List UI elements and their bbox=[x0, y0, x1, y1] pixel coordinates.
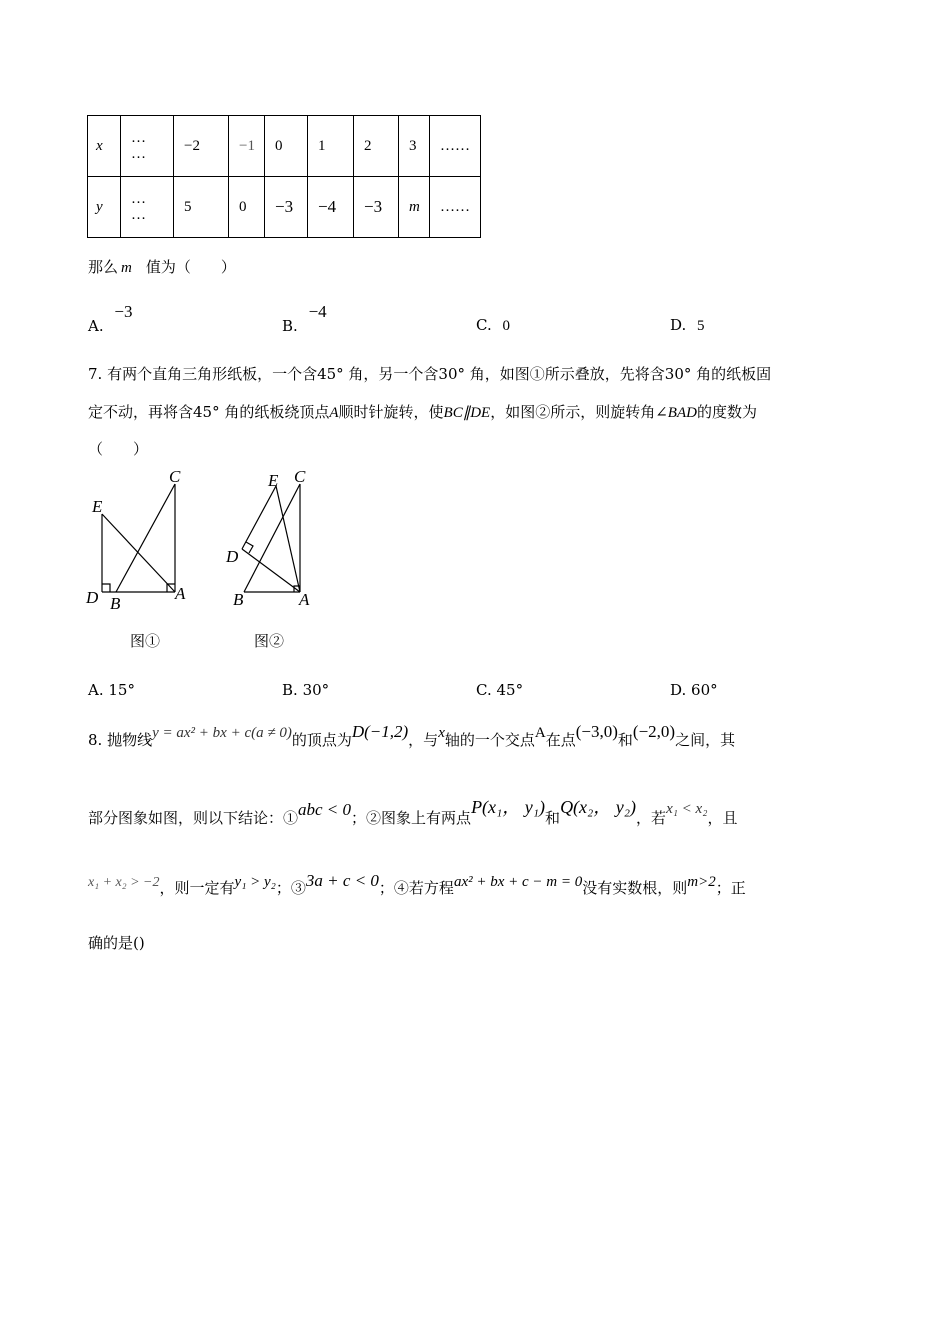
table-cell: 0 bbox=[265, 116, 308, 177]
table-cell: −2 bbox=[174, 116, 229, 177]
table-cell: −3 bbox=[265, 177, 308, 238]
q8-line-3: x₁ + x₂ > −2，则一定有y₁ > y₂；③3a + c < 0；④若方程ax² + bx + c − m = 0没有实数根，则m>2；正 bbox=[88, 871, 746, 897]
value-table bbox=[87, 115, 481, 238]
table-cell: …… bbox=[430, 177, 481, 238]
q6-option-d[interactable]: D. 5 bbox=[670, 316, 705, 334]
label-b: B bbox=[233, 590, 244, 609]
table-cell: 3 bbox=[399, 116, 430, 177]
table-cell: … … bbox=[121, 116, 174, 177]
q7-line-3: （ ） bbox=[88, 440, 149, 458]
table-row bbox=[88, 177, 481, 238]
table-cell: …… bbox=[430, 116, 481, 177]
label-d: D bbox=[86, 588, 99, 607]
label-a: A bbox=[299, 590, 310, 609]
table-cell: −4 bbox=[308, 177, 354, 238]
table-cell: 5 bbox=[174, 177, 229, 238]
table-cell: x bbox=[88, 116, 121, 177]
q7-option-b[interactable]: B. 30° bbox=[282, 681, 330, 699]
label-e: E bbox=[92, 497, 103, 516]
table-cell: 2 bbox=[354, 116, 399, 177]
label-c: C bbox=[294, 467, 306, 486]
q6-option-a[interactable]: A. −3 bbox=[88, 302, 133, 335]
q6-option-c[interactable]: C. 0 bbox=[476, 316, 510, 334]
q7-option-a[interactable]: A. 15° bbox=[88, 681, 135, 699]
table-cell: 0 bbox=[229, 177, 265, 238]
q7-line-1: 7. 有两个直角三角形纸板，一个含45° 角，另一个含30° 角，如图①所示叠放，先将含30° 角的纸板固 bbox=[88, 365, 772, 383]
table-cell: −3 bbox=[354, 177, 399, 238]
label-d: D bbox=[226, 547, 239, 566]
q7-option-d[interactable]: D. 60° bbox=[670, 681, 718, 699]
label-c: C bbox=[169, 467, 181, 486]
q6-option-b[interactable]: B. −4 bbox=[282, 302, 327, 335]
figure-1 bbox=[80, 462, 200, 616]
label-a: A bbox=[175, 584, 186, 603]
q8-line-1: 8. 抛物线y = ax² + bx + c(a ≠ 0)的顶点为D(−1,2)，与x轴的一个交点A在点(−3,0)和(−2,0)之间，其 bbox=[88, 722, 736, 749]
figure-1-caption: 图① bbox=[130, 632, 161, 650]
figure-2-caption: 图② bbox=[254, 632, 285, 650]
q6-prompt: 那么 m 值为（ ） bbox=[88, 258, 236, 276]
table-cell: m bbox=[399, 177, 430, 238]
table-cell: … … bbox=[121, 177, 174, 238]
figure-2-diagram bbox=[218, 462, 338, 612]
q7-option-c[interactable]: C. 45° bbox=[476, 681, 524, 699]
q8-line-2: 部分图象如图，则以下结论：①abc < 0；②图象上有两点P(x₁， y₁)和Q(x₂， y₂)，若x₁ < x₂，且 bbox=[88, 797, 738, 827]
figure-1-diagram bbox=[80, 462, 200, 612]
label-e: E bbox=[268, 471, 279, 490]
table-row bbox=[88, 116, 481, 177]
label-b: B bbox=[110, 594, 121, 612]
table-cell: y bbox=[88, 177, 121, 238]
table-cell: 1 bbox=[308, 116, 354, 177]
table-cell: −1 bbox=[229, 116, 265, 177]
figure-2 bbox=[218, 462, 338, 616]
q7-line-2: 定不动，再将含45° 角的纸板绕顶点A顺时针旋转，使BC∥DE，如图②所示，则旋转角∠BAD的度数为 bbox=[88, 403, 757, 421]
q8-line-4: 确的是() bbox=[88, 934, 145, 952]
